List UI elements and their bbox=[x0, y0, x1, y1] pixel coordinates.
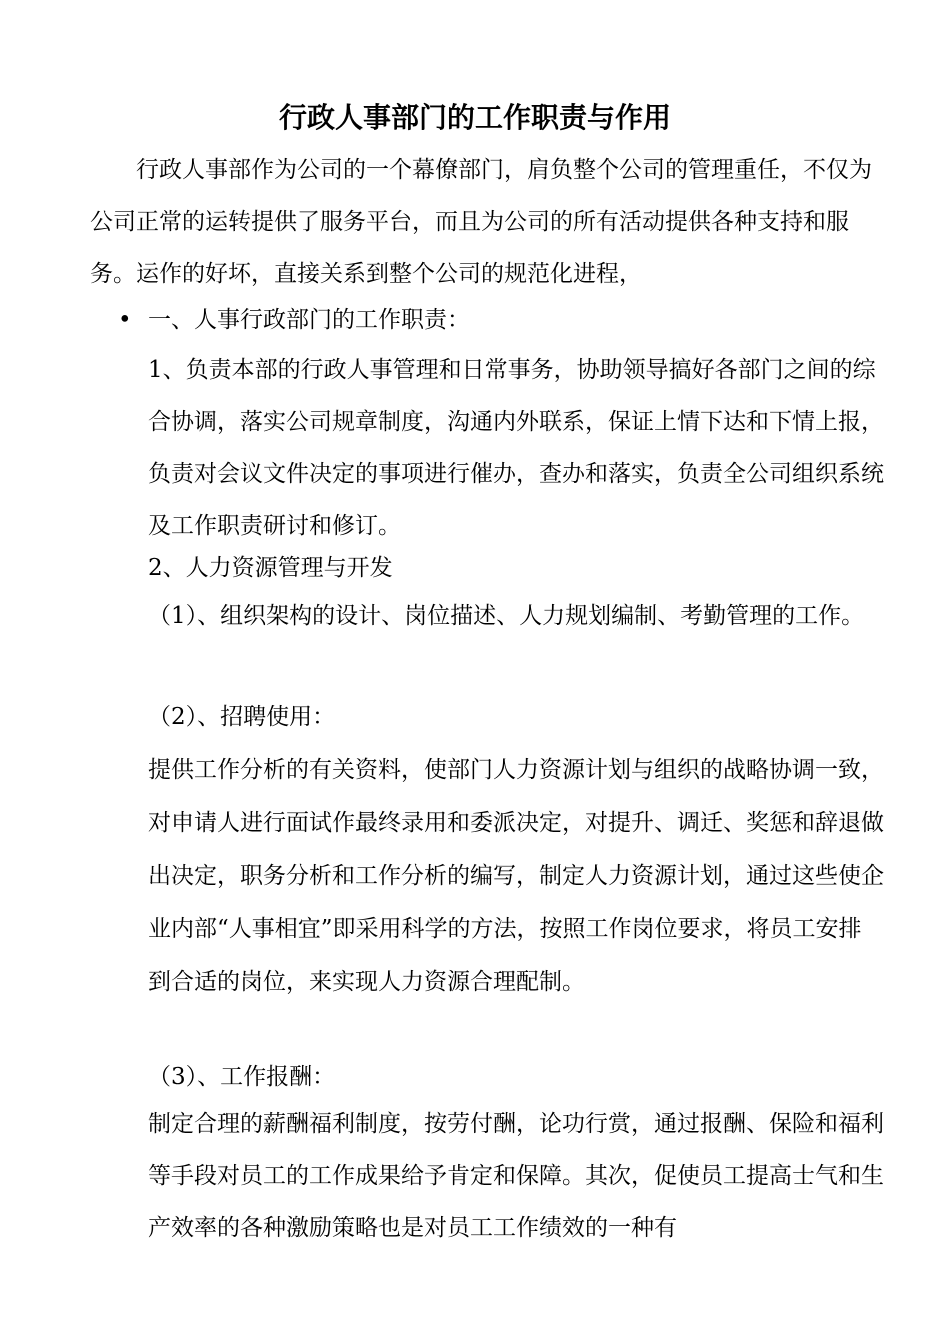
subitem-3-heading: （3）、工作报酬： bbox=[148, 1064, 336, 1090]
subitem-1: （1）、组织架构的设计、岗位描述、人力规划编制、考勤管理的工作。 bbox=[148, 603, 865, 629]
subitem-2-body: 提供工作分析的有关资料，使部门人力资源计划与组织的战略协调一致，对申请人进行面试作最终录用和委派决定，对提升、调迁、奖惩和辞退做出决定，职务分析和工作分析的编写，制定人力资源计划，通过这些使企业内部“人事相宜”即采用科学的方法，按照工作岗位要求，将员工安排到合适的岗位，来实现人力资源合理配制。 bbox=[148, 757, 884, 995]
subitem-3-body: 制定合理的薪酬福利制度，按劳付酬，论功行赏，通过报酬、保险和福利等手段对员工的工作成果给予肯定和保障。其次，促使员工提高士气和生产效率的各种激励策略也是对员工工作绩效的一种有 bbox=[148, 1111, 884, 1241]
subitem-2-heading: （2）、招聘使用： bbox=[148, 704, 336, 730]
duty-item-2-heading: 2、人力资源管理与开发 bbox=[148, 555, 393, 581]
document-title: 行政人事部门的工作职责与作用 bbox=[278, 101, 671, 134]
duty-item-1: 1、负责本部的行政人事管理和日常事务，协助领导搞好各部门之间的综合协调，落实公司规章制度，沟通内外联系，保证上情下达和下情上报，负责对会议文件决定的事项进行催办，查办和落实，负责全公司组织系统及工作职责研讨和修订。 bbox=[148, 357, 884, 539]
bullet-icon: • bbox=[118, 307, 132, 333]
section-heading-row bbox=[118, 296, 470, 344]
intro-paragraph: 行政人事部作为公司的一个幕僚部门，肩负整个公司的管理重任，不仅为公司正常的运转提供了服务平台，而且为公司的所有活动提供各种支持和服务。运作的好坏，直接关系到整个公司的规范化进程， bbox=[90, 157, 872, 287]
section-heading: 一、人事行政部门的工作职责： bbox=[148, 307, 470, 333]
